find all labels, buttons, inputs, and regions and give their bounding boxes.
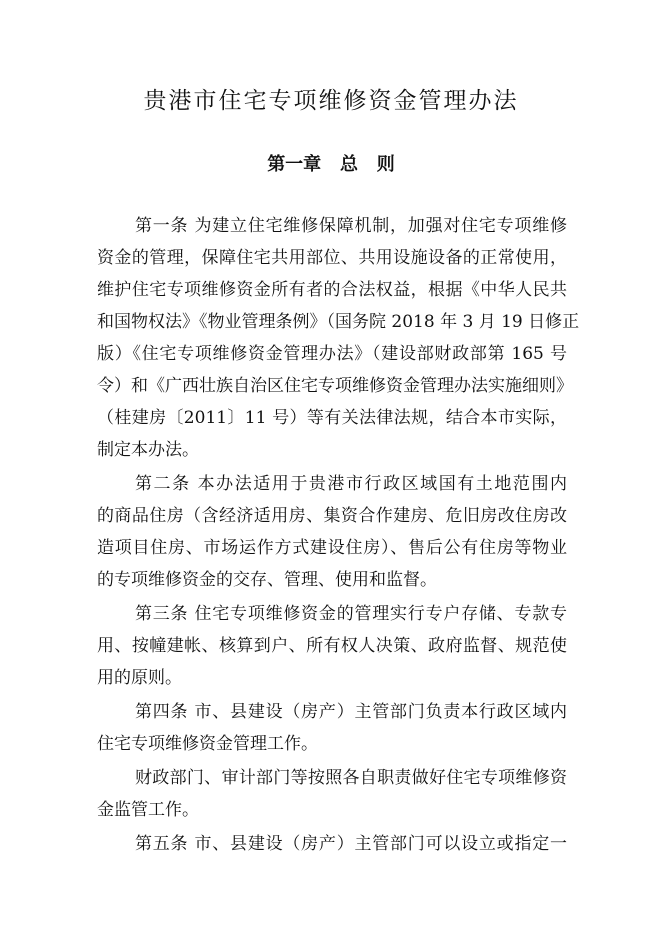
text-line: 住宅专项维修资金管理工作。 (97, 734, 318, 754)
text-line: 第二条 本办法适用于贵港市行政区域国有土地范围内 (135, 474, 567, 494)
text-line: 第三条 住宅专项维修资金的管理实行专户存储、专款专 (135, 604, 567, 624)
text-line: 第一条 为建立住宅维修保障机制，加强对住宅专项维修 (135, 216, 567, 236)
text-line: 造项目住房、市场运作方式建设住房）、售后公有住房等物业 (97, 538, 567, 558)
text-line: 资金的管理，保障住宅共用部位、共用设施设备的正常使用， (97, 248, 567, 268)
text-line: 维护住宅专项维修资金所有者的合法权益，根据《中华人民共 (97, 280, 567, 300)
text-line: 财政部门、审计部门等按照各自职责做好住宅专项维修资 (135, 768, 567, 788)
text-line: 制定本办法。 (97, 440, 199, 460)
text-line: 的商品住房（含经济适用房、集资合作建房、危旧房改住房改 (97, 506, 567, 526)
text-line: 第五条 市、县建设（房产）主管部门可以设立或指定一 (135, 834, 567, 854)
chapter-heading: 第一章 总 则 (267, 154, 395, 175)
text-line: 用、按幢建帐、核算到户、所有权人决策、政府监督、规范使 (97, 636, 567, 656)
text-line: 金监管工作。 (97, 800, 199, 820)
text-line: （桂建房〔2011〕11 号）等有关法律法规，结合本市实际， (97, 408, 567, 428)
text-line: 令）和《广西壮族自治区住宅专项维修资金管理办法实施细则》 (97, 376, 573, 396)
document-title: 贵港市住宅专项维修资金管理办法 (143, 88, 519, 114)
text-line: 和国物权法》《物业管理条例》（国务院 2018 年 3 月 19 日修正 (97, 312, 580, 332)
text-line: 用的原则。 (97, 668, 182, 688)
text-line: 版）《住宅专项维修资金管理办法》（建设部财政部第 165 号 (97, 344, 567, 364)
text-line: 的专项维修资金的交存、管理、使用和监督。 (97, 570, 437, 590)
text-line: 第四条 市、县建设（房产）主管部门负责本行政区域内 (135, 702, 567, 722)
